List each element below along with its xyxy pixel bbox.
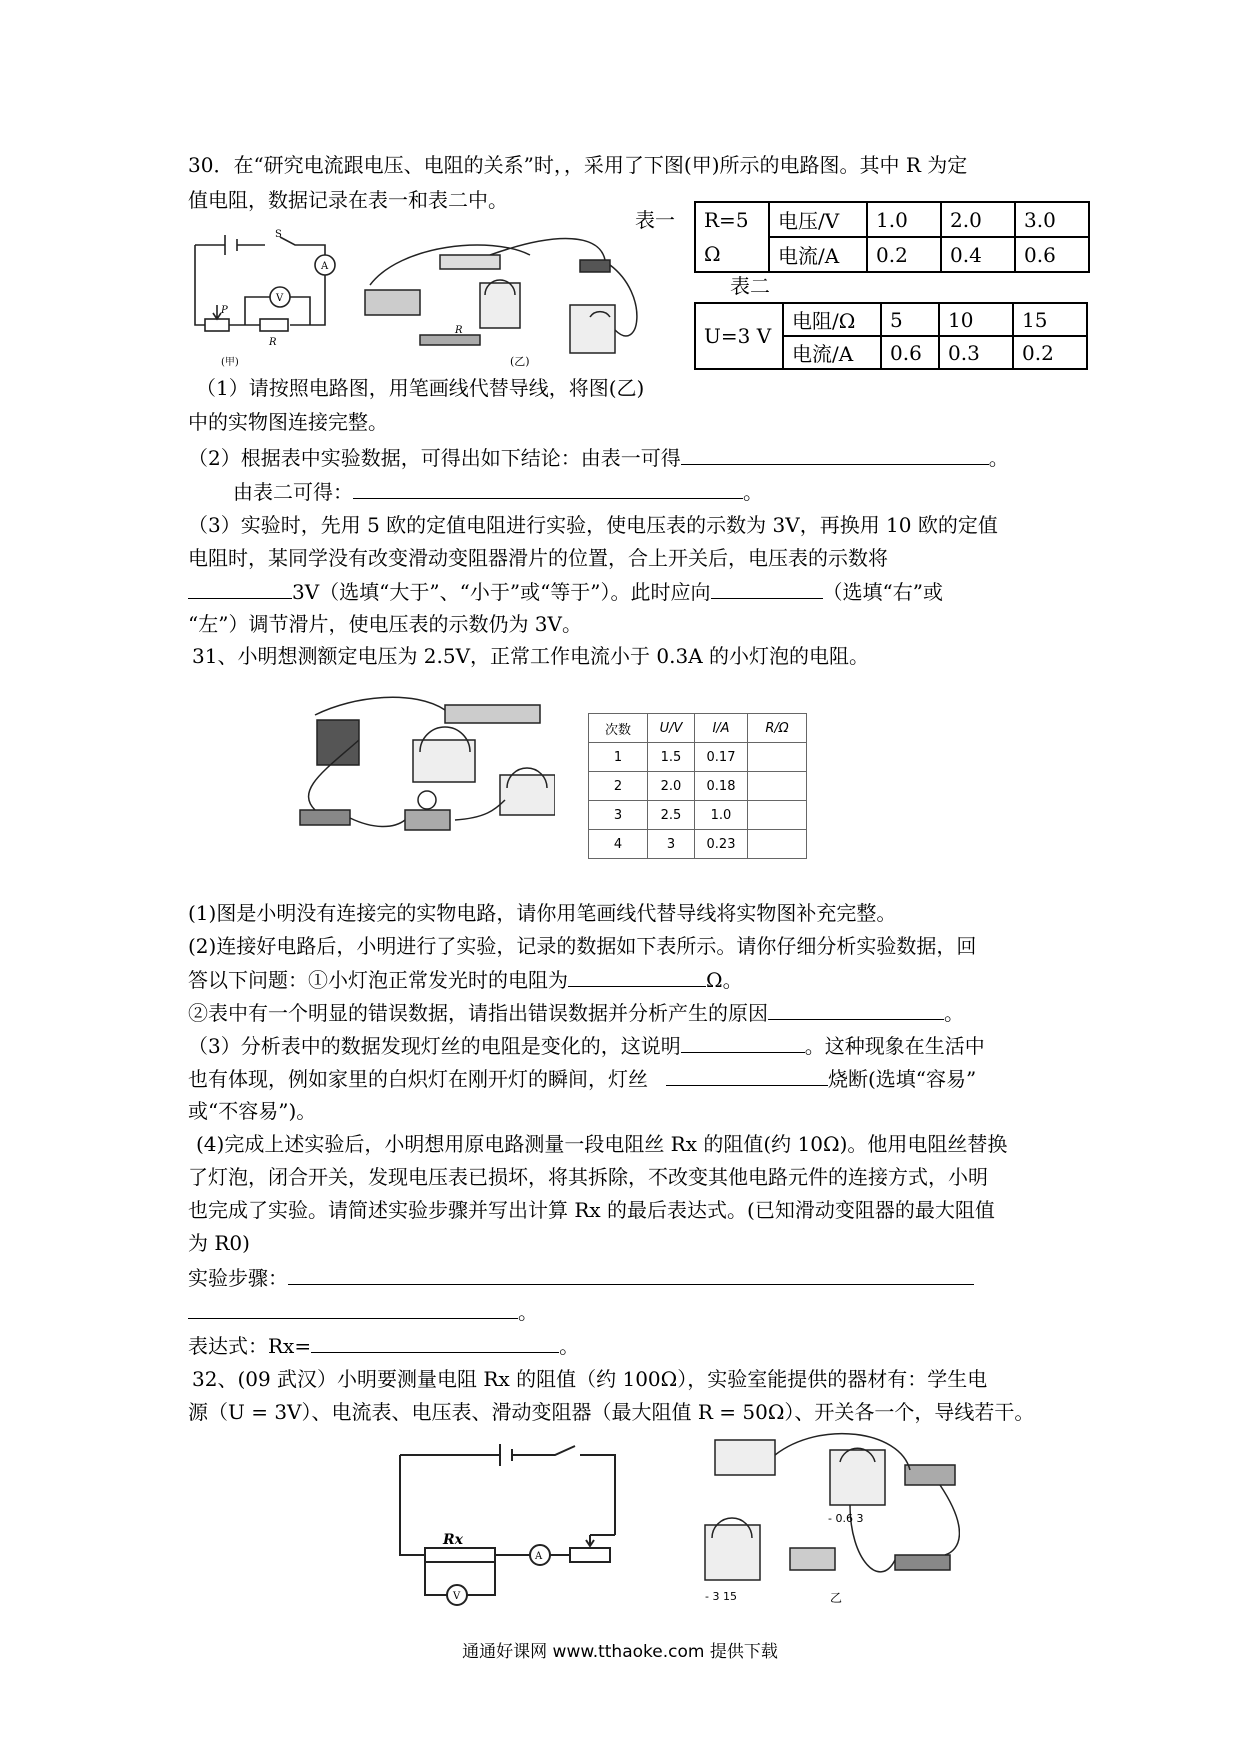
answer-blank[interactable] bbox=[188, 576, 292, 599]
answer-blank[interactable] bbox=[768, 997, 944, 1020]
apparatus-figure-yi bbox=[360, 235, 650, 370]
q31-header: 次数 bbox=[589, 714, 648, 743]
answer-blank[interactable] bbox=[711, 576, 823, 599]
q31-p3-b: 也有体现，例如家里的白炽灯在刚开灯的瞬间，灯丝 烧断(选填“容易” bbox=[188, 1063, 976, 1094]
table2-cell: 0.6 bbox=[881, 336, 939, 369]
q31-steps-cont: 。 bbox=[188, 1296, 538, 1327]
q32-apparatus-figure bbox=[680, 1430, 960, 1610]
table1-title: 表一 bbox=[635, 208, 675, 232]
q31-cell: 2 bbox=[589, 772, 648, 801]
q31-p1: (1)图是小明没有连接完的实物电路，请你用笔画线代替导线将实物图补充完整。 bbox=[188, 901, 897, 925]
label-s: S bbox=[275, 229, 282, 240]
table2-u-label: U=3 V bbox=[695, 303, 783, 369]
q31-p2-b: 答以下问题：①小灯泡正常发光时的电阻为 Ω。 bbox=[188, 964, 743, 995]
table1-r-label: R=5 Ω bbox=[695, 202, 769, 272]
table2-cell: 0.2 bbox=[1013, 336, 1087, 369]
q31-cell: 1.0 bbox=[695, 801, 748, 830]
table1-label: 电压/V bbox=[769, 202, 867, 237]
label-r: R bbox=[269, 337, 277, 348]
answer-blank[interactable] bbox=[666, 1063, 828, 1086]
q32-line2: 源（U = 3V）、电流表、电压表、滑动变阻器（最大阻值 R = 50Ω）、开关各一个，导线若干。 bbox=[188, 1400, 1035, 1424]
label-r-yi: R bbox=[455, 325, 463, 336]
scale-label-ammeter: - 0.6 3 bbox=[828, 1512, 864, 1525]
q31-header: I/A bbox=[695, 714, 748, 743]
q31-p2-a: (2)连接好电路后，小明进行了实验，记录的数据如下表所示。请你仔细分析实验数据，回 bbox=[188, 934, 977, 958]
q31-cell: 4 bbox=[589, 830, 648, 859]
table1-label: 电流/A bbox=[769, 237, 867, 272]
q30-p2-b: 由表二可得： 。 bbox=[233, 476, 763, 507]
q31-p3-c: 或“不容易”)。 bbox=[188, 1099, 317, 1123]
table2-label: 电阻/Ω bbox=[783, 303, 881, 336]
q31-cell: 2.0 bbox=[648, 772, 695, 801]
q31-data-table bbox=[588, 713, 807, 859]
q31-header: U/V bbox=[648, 714, 695, 743]
q31-cell: 1.5 bbox=[648, 743, 695, 772]
answer-blank[interactable] bbox=[311, 1330, 559, 1353]
q31-cell: 1 bbox=[589, 743, 648, 772]
q30-p1-a: （1）请按照电路图，用笔画线代替导线，将图(乙) bbox=[196, 376, 645, 400]
table1-cell: 0.6 bbox=[1015, 237, 1089, 272]
q30-line1: 30．在“研究电流跟电压、电阻的关系”时，，采用了下图(甲)所示的电路图。其中 R 为定 bbox=[188, 153, 968, 177]
q31-cell bbox=[748, 801, 807, 830]
circuit-diagram-jia bbox=[185, 225, 345, 370]
table1-cell: 0.4 bbox=[941, 237, 1015, 272]
table2-cell: 5 bbox=[881, 303, 939, 336]
q31-expression: 表达式：Rx= 。 bbox=[188, 1330, 579, 1361]
scale-label-voltmeter: - 3 15 bbox=[705, 1590, 737, 1603]
label-v: V bbox=[453, 1591, 461, 1602]
label-rx: Rx bbox=[443, 1532, 463, 1548]
table1-cell: 3.0 bbox=[1015, 202, 1089, 237]
q31-cell: 3 bbox=[589, 801, 648, 830]
table2-cell: 10 bbox=[939, 303, 1013, 336]
answer-blank[interactable] bbox=[353, 476, 743, 499]
q31-cell: 0.23 bbox=[695, 830, 748, 859]
answer-blank[interactable] bbox=[188, 1296, 518, 1319]
q31-p3-a: （3）分析表中的数据发现灯丝的电阻是变化的，这说明 。这种现象在生活中 bbox=[188, 1030, 985, 1061]
answer-blank[interactable] bbox=[568, 964, 706, 987]
label-yi: (乙) bbox=[510, 355, 530, 368]
label-yi: 乙 bbox=[830, 1591, 843, 1605]
table2-cell: 15 bbox=[1013, 303, 1087, 336]
q31-p4-b: 了灯泡，闭合开关，发现电压表已损坏，将其拆除，不改变其他电路元件的连接方式，小明 bbox=[188, 1165, 988, 1189]
q31-cell bbox=[748, 772, 807, 801]
table2 bbox=[694, 302, 1088, 370]
q30-p3-b: 电阻时，某同学没有改变滑动变阻器滑片的位置，合上开关后，电压表的示数将 bbox=[188, 546, 888, 570]
table2-title: 表二 bbox=[730, 274, 770, 298]
q30-p2-a: （2）根据表中实验数据，可得出如下结论：由表一可得 。 bbox=[188, 442, 1009, 473]
q32-line1: 32、(09 武汉）小明要测量电阻 Rx 的阻值（约 100Ω），实验室能提供的器材有：学生电 bbox=[192, 1367, 988, 1391]
q30-p3-a: （3）实验时，先用 5 欧的定值电阻进行实验，使电压表的示数为 3V，再换用 10 欧的定值 bbox=[188, 513, 998, 537]
answer-blank[interactable] bbox=[288, 1262, 974, 1285]
q31-intro: 31、小明想测额定电压为 2.5V，正常工作电流小于 0.3A 的小灯泡的电阻。 bbox=[192, 644, 870, 668]
label-p: P bbox=[221, 305, 228, 316]
table1 bbox=[694, 201, 1090, 273]
label-v: V bbox=[276, 293, 284, 304]
label-a: A bbox=[321, 261, 329, 272]
q31-apparatus-figure bbox=[295, 690, 555, 840]
q30-line2: 值电阻，数据记录在表一和表二中。 bbox=[188, 188, 508, 212]
q31-p4-c: 也完成了实验。请简述实验步骤并写出计算 Rx 的最后表达式。(已知滑动变阻器的最大阻值 bbox=[188, 1198, 995, 1222]
table2-label: 电流/A bbox=[783, 336, 881, 369]
footer: 通通好课网 www.tthaoke.com 提供下载 bbox=[462, 1642, 778, 1662]
table1-cell: 0.2 bbox=[867, 237, 941, 272]
q31-cell: 2.5 bbox=[648, 801, 695, 830]
q30-p3-c: 3V（选填“大于”、“小于”或“等于”）。此时应向 （选填“右”或 bbox=[188, 576, 943, 607]
table1-cell: 2.0 bbox=[941, 202, 1015, 237]
q30-p1-b: 中的实物图连接完整。 bbox=[188, 410, 388, 434]
q31-p2-c: ②表中有一个明显的错误数据，请指出错误数据并分析产生的原因 。 bbox=[188, 997, 964, 1028]
answer-blank[interactable] bbox=[681, 442, 989, 465]
q32-circuit-diagram bbox=[395, 1440, 620, 1610]
q31-cell: 0.18 bbox=[695, 772, 748, 801]
q31-cell bbox=[748, 830, 807, 859]
table1-cell: 1.0 bbox=[867, 202, 941, 237]
q31-p4-a: (4)完成上述实验后，小明想用原电路测量一段电阻丝 Rx 的阻值(约 10Ω)。他用电阻丝替换 bbox=[196, 1132, 1008, 1156]
table2-cell: 0.3 bbox=[939, 336, 1013, 369]
label-jia: (甲) bbox=[221, 357, 239, 368]
q31-cell: 3 bbox=[648, 830, 695, 859]
label-a: A bbox=[535, 1551, 543, 1562]
q31-cell bbox=[748, 743, 807, 772]
answer-blank[interactable] bbox=[681, 1030, 805, 1053]
q31-cell: 0.17 bbox=[695, 743, 748, 772]
q30-p3-d: “左”）调节滑片，使电压表的示数仍为 3V。 bbox=[188, 612, 582, 636]
q31-p4-d: 为 R0) bbox=[188, 1231, 250, 1255]
q31-steps: 实验步骤： bbox=[188, 1262, 974, 1293]
q31-header: R/Ω bbox=[748, 714, 807, 743]
